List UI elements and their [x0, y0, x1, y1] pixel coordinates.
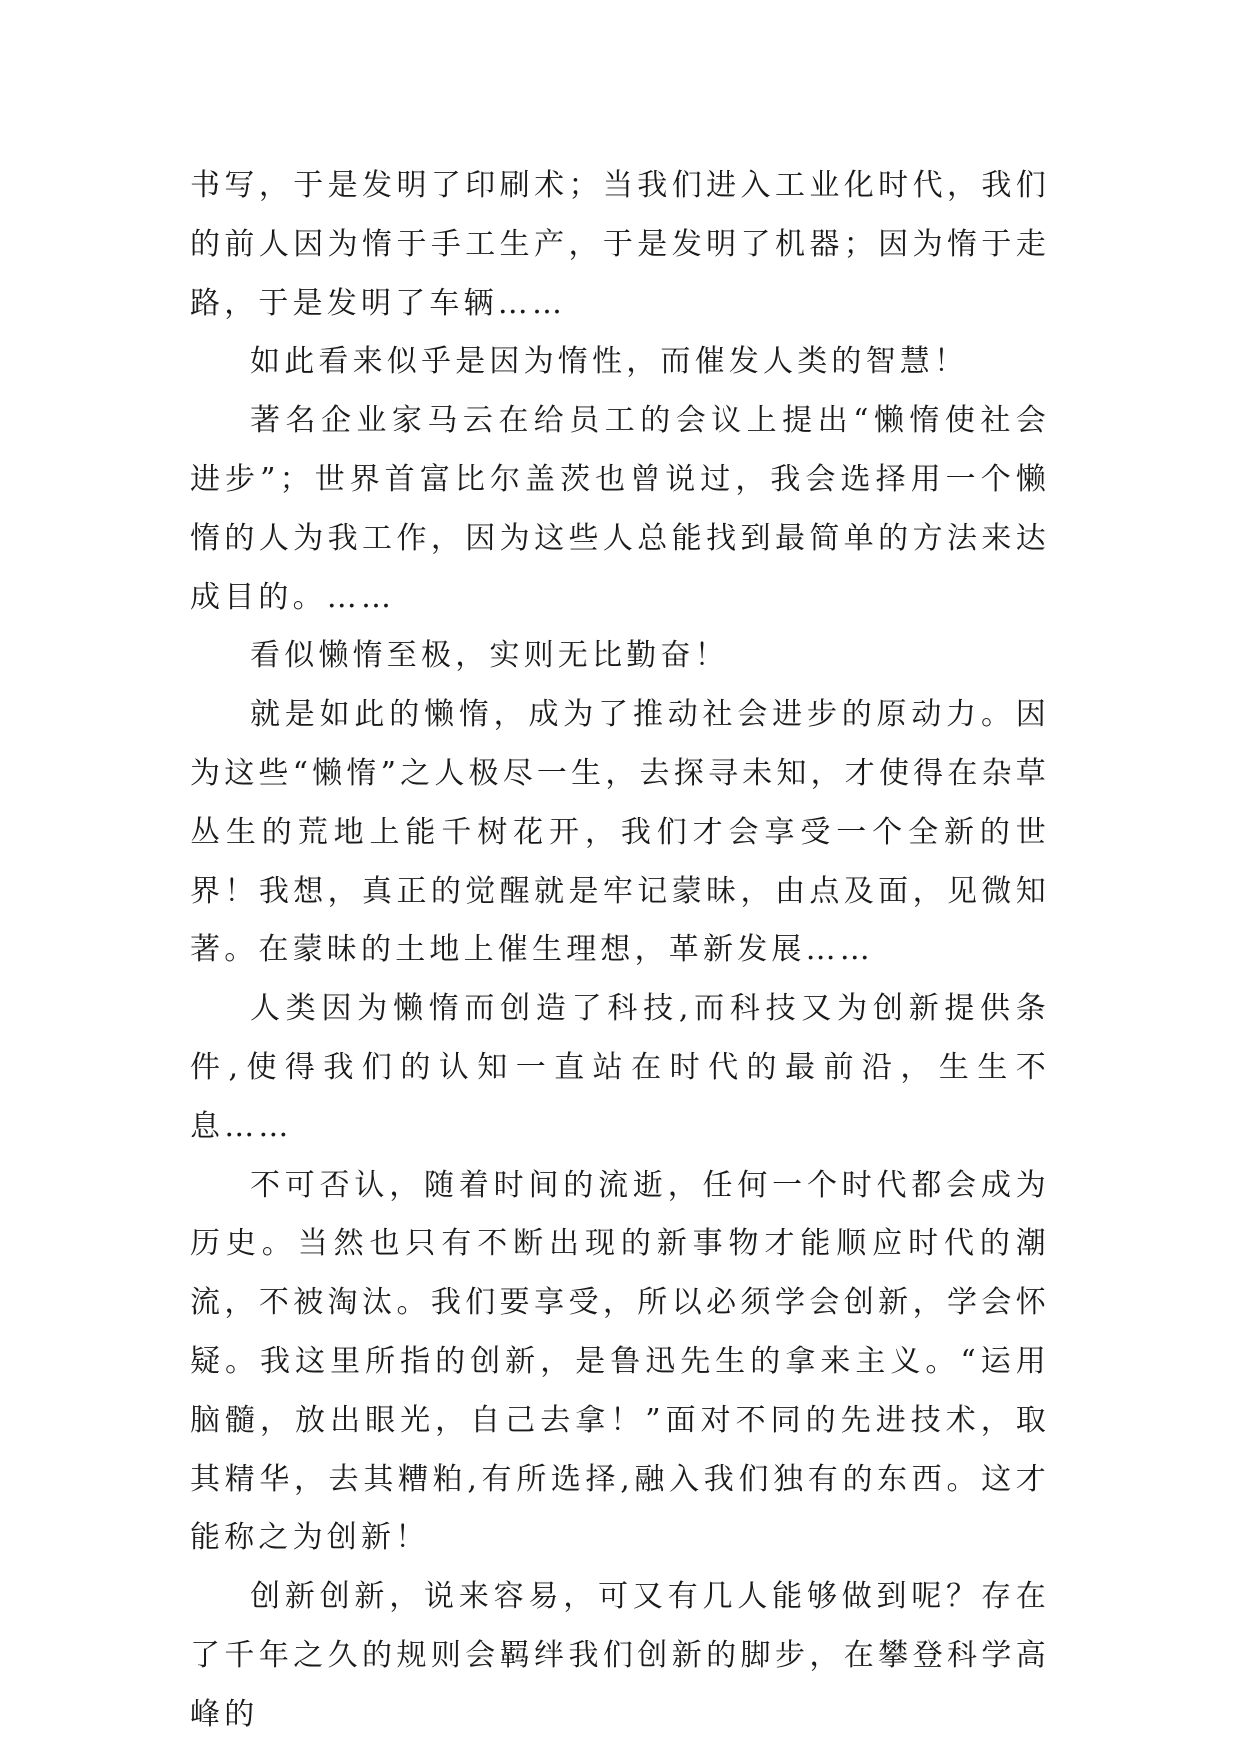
paragraph-7: 不可否认，随着时间的流逝，任何一个时代都会成为历史。当然也只有不断出现的新事物才能顺应时代的潮流，不被淘汰。我们要享受，所以必须学会创新，学会怀疑。我这里所指的创新，是鲁迅先生的拿来主义。“运用脑髓，放出眼光，自己去拿！”面对不同的先进技术，取其精华，去其糟粕,有所选择,融入我们独有的东西。这才能称之为创新！ [190, 1167, 1050, 1556]
paragraph-5: 就是如此的懒惰，成为了推动社会进步的原动力。因为这些“懒惰”之人极尽一生，去探寻未知，才使得在杂草丛生的荒地上能千树花开，我们才会享受一个全新的世界！我想，真正的觉醒就是牢记蒙昧，由点及面，见微知著。在蒙昧的土地上催生理想，革新发展…… [190, 697, 1050, 968]
paragraph-8: 创新创新，说来容易，可又有几人能够做到呢？存在了千年之久的规则会羁绊我们创新的脚步，在攀登科学高峰的 [190, 1579, 1050, 1732]
paragraph-6: 人类因为懒惰而创造了科技,而科技又为创新提供条件,使得我们的认知一直站在时代的最前沿，生生不息…… [190, 991, 1050, 1144]
paragraph-2: 如此看来似乎是因为惰性，而催发人类的智慧！ [250, 344, 969, 380]
document-body [190, 157, 1050, 1745]
paragraph-4: 看似懒惰至极，实则无比勤奋！ [250, 638, 729, 674]
paragraph-3: 著名企业家马云在给员工的会议上提出“懒惰使社会进步”；世界首富比尔盖茨也曾说过，我会选择用一个懒惰的人为我工作，因为这些人总能找到最简单的方法来达成目的。…… [190, 403, 1050, 615]
paragraph-1: 书写，于是发明了印刷术；当我们进入工业化时代，我们的前人因为惰于手工生产，于是发明了机器；因为惰于走路，于是发明了车辆…… [190, 168, 1050, 321]
